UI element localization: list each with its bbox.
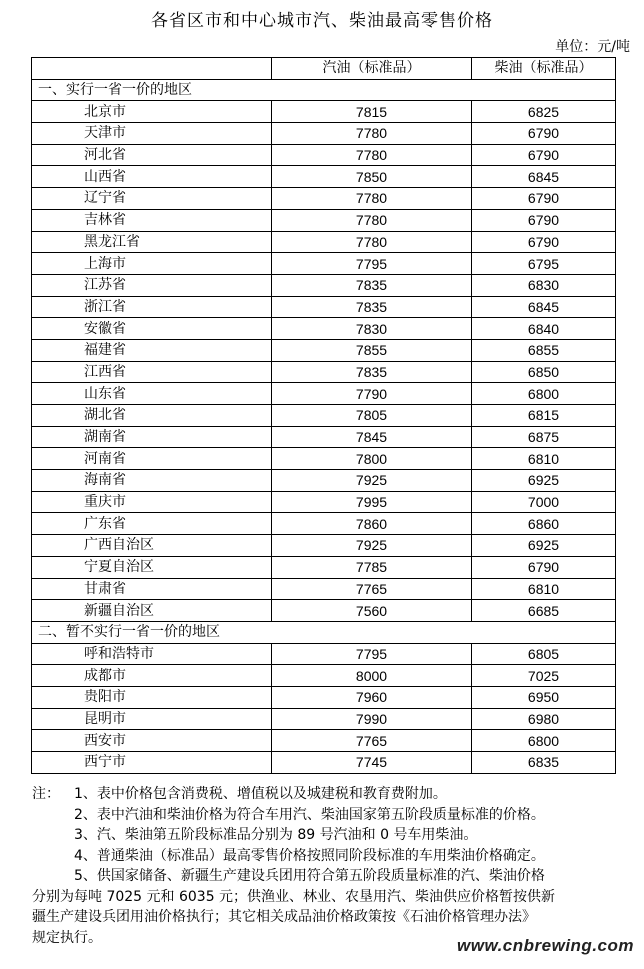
gasoline-price: 7855 [272,339,472,361]
diesel-price: 6980 [472,708,616,730]
page-title: 各省区市和中心城市汽、柴油最高零售价格 [151,11,493,31]
unit-label: 单位：元/吨 [555,39,630,55]
table-row [32,491,616,513]
region-name: 宁夏自治区 [32,556,272,578]
table-row [32,730,616,752]
diesel-price: 6950 [472,686,616,708]
diesel-price: 6790 [472,188,616,210]
diesel-price: 6845 [472,296,616,318]
region-name: 河北省 [32,144,272,166]
diesel-price: 7000 [472,491,616,513]
diesel-price: 6840 [472,318,616,340]
note-5-line-1: 5、供国家储备、新疆生产建设兵团用符合第五阶段质量标准的汽、柴油价格 [74,868,545,884]
gasoline-price: 7805 [272,405,472,427]
region-name: 山西省 [32,166,272,188]
gasoline-price: 7990 [272,708,472,730]
region-name: 天津市 [32,123,272,145]
notes-block [32,784,618,948]
header-gasoline: 汽油（标准品） [272,58,472,80]
table-header-row [32,58,616,80]
gasoline-price: 7785 [272,556,472,578]
header-region [32,58,272,80]
region-name: 福建省 [32,339,272,361]
note-2: 2、表中汽油和柴油价格为符合车用汽、柴油国家第五阶段质量标准的价格。 [74,806,545,823]
table-row [32,665,616,687]
diesel-price: 6875 [472,426,616,448]
table-row [32,166,616,188]
diesel-price: 6790 [472,209,616,231]
gasoline-price: 7995 [272,491,472,513]
table-row [32,448,616,470]
gasoline-price: 7560 [272,600,472,622]
region-name: 湖南省 [32,426,272,448]
note-3: 3、汽、柴油第五阶段标准品分别为 89 号汽油和 0 号车用柴油。 [74,827,478,843]
header-diesel: 柴油（标准品） [472,58,616,80]
region-name: 广东省 [32,513,272,535]
gasoline-price: 7780 [272,123,472,145]
region-name: 西宁市 [32,752,272,774]
gasoline-price: 7835 [272,274,472,296]
gasoline-price: 7780 [272,231,472,253]
note-5-line-2: 分别为每吨 7025 元和 6035 元；供渔业、林业、农垦用汽、柴油供应价格暂按供新 [32,888,556,905]
gasoline-price: 7765 [272,578,472,600]
gasoline-price: 7780 [272,209,472,231]
note-5-line-3: 疆生产建设兵团用油价格执行；其它相关成品油价格政策按《石油价格管理办法》 [32,909,536,925]
gasoline-price: 7780 [272,188,472,210]
gasoline-price: 7790 [272,383,472,405]
gasoline-price: 7850 [272,166,472,188]
region-name: 江苏省 [32,274,272,296]
note-4: 4、普通柴油（标准品）最高零售价格按照同阶段标准的车用柴油价格确定。 [74,847,545,864]
table-row [32,686,616,708]
section-1-row [32,79,616,101]
diesel-price: 6810 [472,448,616,470]
diesel-price: 6790 [472,231,616,253]
gasoline-price: 7780 [272,144,472,166]
region-name: 安徽省 [32,318,272,340]
region-name: 海南省 [32,470,272,492]
table-row [32,535,616,557]
diesel-price: 6790 [472,123,616,145]
diesel-price: 6855 [472,339,616,361]
region-name: 北京市 [32,101,272,123]
section-title: 一、实行一省一价的地区 [32,79,616,101]
region-name: 贵阳市 [32,686,272,708]
diesel-price: 7025 [472,665,616,687]
table-row [32,101,616,123]
table-row [32,188,616,210]
watermark-url: www.cnbrewing.com [457,936,634,955]
region-name: 湖北省 [32,405,272,427]
region-name: 广西自治区 [32,535,272,557]
table-row [32,556,616,578]
table-row [32,274,616,296]
region-name: 河南省 [32,448,272,470]
table-row [32,144,616,166]
table-row [32,708,616,730]
diesel-price: 6835 [472,752,616,774]
gasoline-price: 7835 [272,296,472,318]
gasoline-price: 7835 [272,361,472,383]
diesel-price: 6800 [472,383,616,405]
notes-label: 注： [32,786,60,802]
table-row [32,643,616,665]
diesel-price: 6795 [472,253,616,275]
region-name: 重庆市 [32,491,272,513]
diesel-price: 6800 [472,730,616,752]
region-name: 上海市 [32,253,272,275]
region-name: 甘肃省 [32,578,272,600]
region-name: 西安市 [32,730,272,752]
gasoline-price: 8000 [272,665,472,687]
region-name: 吉林省 [32,209,272,231]
section-title: 二、暂不实行一省一价的地区 [32,621,616,643]
diesel-price: 6925 [472,535,616,557]
table-row [32,123,616,145]
gasoline-price: 7860 [272,513,472,535]
table-row [32,426,616,448]
diesel-price: 6685 [472,600,616,622]
section-2-row [32,621,616,643]
note-1: 注： 1、表中价格包含消费税、增值税以及城建税和教育费附加。 [32,784,618,805]
gasoline-price: 7795 [272,643,472,665]
table-row [32,578,616,600]
region-name: 浙江省 [32,296,272,318]
gasoline-price: 7925 [272,535,472,557]
gasoline-price: 7925 [272,470,472,492]
table-row [32,600,616,622]
diesel-price: 6830 [472,274,616,296]
diesel-price: 6790 [472,556,616,578]
region-name: 黑龙江省 [32,231,272,253]
region-name: 山东省 [32,383,272,405]
diesel-price: 6790 [472,144,616,166]
table-row [32,405,616,427]
gasoline-price: 7830 [272,318,472,340]
gasoline-price: 7815 [272,101,472,123]
table-row [32,339,616,361]
table-row [32,253,616,275]
price-table [31,57,616,774]
gasoline-price: 7845 [272,426,472,448]
region-name: 辽宁省 [32,188,272,210]
diesel-price: 6860 [472,513,616,535]
diesel-price: 6925 [472,470,616,492]
region-name: 呼和浩特市 [32,643,272,665]
region-name: 昆明市 [32,708,272,730]
diesel-price: 6815 [472,405,616,427]
diesel-price: 6810 [472,578,616,600]
table-row [32,383,616,405]
table-row [32,231,616,253]
table-row [32,296,616,318]
region-name: 成都市 [32,665,272,687]
gasoline-price: 7795 [272,253,472,275]
diesel-price: 6845 [472,166,616,188]
gasoline-price: 7765 [272,730,472,752]
note-5-line-4: 规定执行。 [32,929,102,946]
table-row [32,752,616,774]
table-row [32,209,616,231]
region-name: 新疆自治区 [32,600,272,622]
gasoline-price: 7960 [272,686,472,708]
diesel-price: 6805 [472,643,616,665]
gasoline-price: 7745 [272,752,472,774]
diesel-price: 6825 [472,101,616,123]
diesel-price: 6850 [472,361,616,383]
table-row [32,318,616,340]
gasoline-price: 7800 [272,448,472,470]
region-name: 江西省 [32,361,272,383]
table-row [32,513,616,535]
table-row [32,470,616,492]
table-row [32,361,616,383]
price-table-body [32,58,616,774]
